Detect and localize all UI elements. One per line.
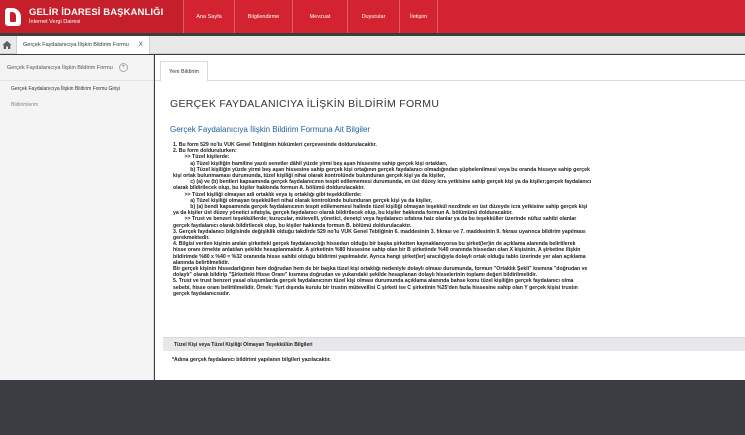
instruction-line: b) Tüzel kişiliğin yüzde yirmi beş aşan hissesine sahip gerçek kişi ortağının gerçek faydalanıcı olmadığından şüphelenilmesi veya bu oranda hisseye sahip gerçek [173, 166, 590, 173]
nav-mevzuat[interactable]: Mevzuat [293, 0, 348, 33]
instruction-line: c) (a) ve (b) bentleri kapsamında gerçek faydalanıcının tespit edilememesi durumunda, en üst düzey icra yetkisine sahip gerçek kişi ya da kişiler;gerçek faydalanıcı [173, 179, 592, 186]
section-band [163, 337, 745, 351]
sidebar-item-bildirimlerim[interactable]: Bildirimlerim [11, 102, 39, 108]
tab-label: Gerçek Faydalanıcıya İlişkin Bildirim Formu [23, 41, 129, 48]
sidebar-item-form-girisi[interactable]: Gerçek Faydalanıcıya İlişkin Bildirim Formu Girişi [11, 86, 120, 92]
instruction-line: sebebi, hisse oranı belirtilmelidir. Örnek: Yurt dışında kurulu bir trustın mütevellisi C şirketi ise C şirketinin %25'den fazla hissesine sahip olan Y gerçek kişisi trustın [173, 284, 578, 291]
instruction-line: a) Tüzel kişiliğin hamiline yazılı senetler dâhil yüzde yirmi beş aşan hissesine sahip gerçek kişi ortakları, [173, 160, 448, 167]
section-band-label: Tüzel Kişi veya Tüzel Kişiliği Olmayan Teşekkülün Bilgileri [174, 342, 313, 348]
home-icon [2, 40, 12, 50]
tab-bildirim-formu[interactable] [16, 36, 150, 54]
plus-icon[interactable]: + [119, 63, 128, 72]
note-text: *Adına gerçek faydalanıcı bildirimi yapılanın bilgileri yazılacaktır. [172, 357, 331, 363]
instruction-line: >> Tüzel kişilerde: [173, 154, 230, 161]
sidebar-header-label: Gerçek Faydalanıcıya İlişkin Bildirim Formu [7, 64, 113, 71]
top-header [0, 0, 745, 33]
sidebar [0, 55, 154, 380]
nav-iletisim[interactable]: İletişim [400, 0, 438, 33]
instruction-line: >> Tüzel kişiliği olmayan adi ortaklık veya iş ortaklığı gibi teşekküllerde: [173, 191, 362, 198]
instruction-line: 1. Bu form 529 no'lu VUK Genel Tebliğinin hükümleri çerçevesinde doldurulacaktır. [173, 142, 377, 148]
instruction-line: olarak bildirilecek olup, bu kişiler hakkında formun A. bölümü doldurulacaktır. [173, 185, 365, 192]
instruction-line: 4. Bilgisi verilen kişinin anılan şirketteki gerçek faydalanıcılığı hissedarı olduğu bir başka şirketten kaynaklanıyorsa bu şirket(ler)in de açıklama alanında belirtilerek [173, 241, 576, 248]
instruction-line: kişi ortak bulunmaması durumunda, tüzel kişiliği nihai olarak kontrolünde bulunduran gerçek kişi ya da kişiler, [173, 173, 446, 180]
logo-subtitle: İnternet Vergi Dairesi [29, 18, 81, 25]
main-content [155, 55, 745, 380]
tab-yeni-bildirim[interactable]: Yeni Bildirim [160, 61, 208, 82]
home-button[interactable] [0, 36, 14, 54]
instruction-line: dolaylı" olarak bildirip "Şirketteki Hisse Oranı" kısmına doğrudan ve yukarıdaki şekilde hesaplanan dolaylı hisselerinin toplamı değeri bildirilmelidir. [173, 272, 537, 279]
form-title: GERÇEK FAYDALANICIYA İLİŞKİN BİLDİRİM FORMU [170, 98, 440, 110]
instruction-line: 5. Trust ve trust benzeri yasal oluşumlarda gerçek faydalanıcının tüzel kişi olması durumunda açıklama alanında bahse konu tüzel kişiliğin gerçek faydalanıcı olma [173, 278, 574, 285]
gib-logo-icon [5, 7, 23, 27]
instructions-text [173, 142, 745, 297]
instruction-line: gerçek faydalanıcı olarak bildirilecek olup, bu kişiler hakkında formun B. bölümü doldurulacaktır. [173, 222, 412, 229]
instruction-line: alanında belirtilmelidir. [173, 259, 230, 266]
instruction-line: 2. Bu form doldurulurken: [173, 148, 237, 155]
nav-ana-sayfa[interactable]: Ana Sayfa [183, 0, 235, 33]
section-title: Gerçek Faydalanıcıya İlişkin Bildirim Formuna Ait Bilgiler [170, 125, 371, 134]
instruction-line: gerekmektedir. [173, 235, 210, 242]
instruction-line: 3. Gerçek faydalanıcı bilgisinde değişiklik olduğu takdirde 529 no'lu VUK Genel Tebliğinin 6. maddesinin 3. fıkrası ve 7. maddesinin 9. fıkrası uyarınca bildirim yapılması [173, 228, 586, 235]
logo[interactable] [0, 0, 183, 33]
sidebar-header[interactable] [0, 55, 153, 81]
nav-bilgilendirme[interactable]: Bilgilendirme [235, 0, 293, 33]
instruction-line: a) Tüzel kişiliği olmayan teşekkülleri nihai olarak kontrolünde bulunduran gerçek kişi ya da kişiler, [173, 197, 432, 204]
tab-strip [0, 36, 745, 54]
nav-duyurular[interactable]: Duyurular [348, 0, 400, 33]
instruction-line: b) (a) bendi kapsamında gerçek faydalanıcının tespit edilememesi halinde tüzel kişiliği olmayan teşekkül nezdinde en üst düzeyde icra yetkisine sahip gerçek kişi [173, 204, 588, 211]
instruction-line: ya da kişiler üst düzey yönetici sıfatıyla, gerçek faydalanıcı olarak bildirilecek olup, bu kişiler hakkında formun A. bölümünü dolduracaktır. [173, 210, 513, 217]
subtab-row [155, 55, 745, 81]
instruction-line: >> Trust ve benzeri teşekküllerde; kurucular, mütevelli, yönetici, denetçi veya faydalanıcı sıfatına haiz olanlar ya da bu teşekküller üzerinde nüfuz sahibi olanlar [173, 216, 577, 223]
instruction-line: bildirimde %80 x %40 = %32 oranında hisse sahibi olduğu bildirimi yapılmalıdır. Ayrıca hangi şirket(ler) aracılığıyla dolaylı ortak olduğu tablo üzerinde yer alan açıklama [173, 253, 586, 260]
instruction-line: hisse oranı örnekte anlatılan şekilde hesaplanmalıdır. A şirketinin %80 hissesine sahip olan bir B şirketinde %40 oranında hissedarı olan X kişisinin, A şirketine ilişkin [173, 247, 581, 254]
instruction-line: Bir gerçek kişinin hissedarlığının hem doğrudan hem de bir başka tüzel kişi ortaklığı nedeniyle dolaylı olması durumunda, formun "Ortaklık Şekli" kısmına "doğrudan ve [173, 266, 588, 273]
instruction-line: gerçek faydalanıcısıdır. [173, 290, 231, 297]
logo-title: GELİR İDARESİ BAŞKANLIĞI [29, 7, 164, 18]
bottom-area [0, 380, 745, 435]
main-nav [183, 0, 438, 33]
close-icon[interactable]: X [138, 41, 143, 48]
